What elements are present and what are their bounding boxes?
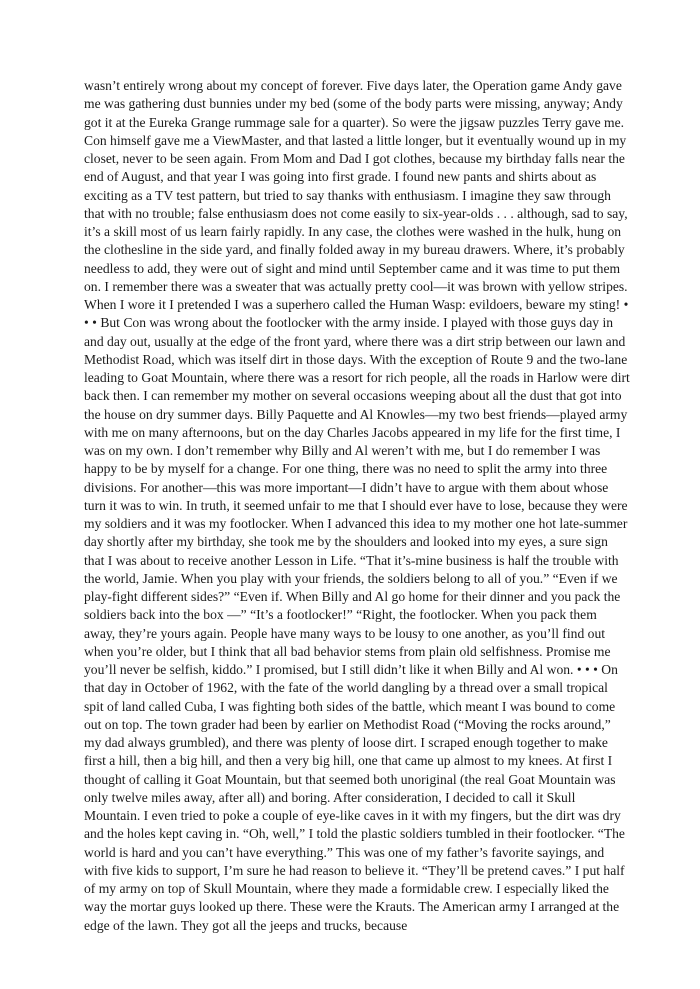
body-text-paragraph: wasn’t entirely wrong about my concept of forever. Five days later, the Operation game Andy gave me was gathering dust bunnies under my bed (some of the body parts were missing, anyway; Andy got it at the Eureka Grange rummage sale for a quarter). So were the jigsaw puzzles Terry gave me. Con himself gave me a ViewMaster, and that lasted a little longer, but it eventually wound up in my closet, never to be seen again. From Mom and Dad I got clothes, because my birthday falls near the end of August, and that year I was going into first grade. I found new pants and shirts about as exciting as a TV test pattern, but tried to say thanks with enthusiasm. I imagine they saw through that with no trouble; false enthusiasm does not come easily to six-year-olds . . . although, sad to say, it’s a skill most of us learn fairly rapidly. In any case, the clothes were washed in the hulk, hung on the clothesline in the side yard, and finally folded away in my bureau drawers. Where, it’s probably needless to add, they were out of sight and mind until September came and it was time to put them on. I remember there was a sweater that was actually pretty cool—it was brown with yellow stripes. When I wore it I pretended I was a superhero called the Human Wasp: evildoers, beware my sting! • • • But Con was wrong about the footlocker with the army inside. I played with those guys day in and day out, usually at the edge of the front yard, where there was a dirt strip between our lawn and Methodist Road, which was itself dirt in those days. With the exception of Route 9 and the two-lane leading to Goat Mountain, where there was a resort for rich people, all the roads in Harlow were dirt back then. I can remember my mother on several occasions weeping about all the dust that got into the house on dry summer days. Billy Paquette and Al Knowles—my two best friends—played army with me on many afternoons, but on the day Charles Jacobs appeared in my life for the first time, I was on my own. I don’t remember why Billy and Al weren’t with me, but I do remember I was happy to be by myself for a change. For one thing, there was no need to split the army into three divisions. For another—this was more important—I didn’t have to argue with them about whose turn it was to win. In truth, it seemed unfair to me that I should ever have to lose, because they were my soldiers and it was my footlocker. When I advanced this idea to my mother one hot late-summer day shortly after my birthday, she took me by the shoulders and looked into my eyes, a sure sign that I was about to receive another Lesson in Life. “That it’s-mine business is half the trouble with the world, Jamie. When you play with your friends, the soldiers belong to all of you.” “Even if we play-fight different sides?” “Even if. When Billy and Al go home for their dinner and you pack the soldiers back into the box —” “It’s a footlocker!” “Right, the footlocker. When you pack them away, they’re yours again. People have many ways to be lousy to one another, as you’ll find out when you’re older, but I think that all bad behavior stems from plain old selfishness. Promise me you’ll never be selfish, kiddo.” I promised, but I still didn’t like it when Billy and Al won. • • • On that day in October of 1962, with the fate of the world dangling by a thread over a small tropical spit of land called Cuba, I was fighting both sides of the battle, which meant I was bound to come out on top. The town grader had been by earlier on Methodist Road (“Moving the rocks around,” my dad always grumbled), and there was plenty of loose dirt. I scraped enough together to make first a hill, then a big hill, and then a very big hill, one that came up almost to my knees. At first I thought of calling it Goat Mountain, but that seemed both unoriginal (the real Goat Mountain was only twelve miles away, after all) and boring. After consideration, I decided to call it Skull Mountain. I even tried to poke a couple of eye-like caves in it with my fingers, but the dirt was dry and the holes kept caving in. “Oh, well,” I told the plastic soldiers tumbled in their footlocker. “The world is hard and you can’t have everything.” This was one of my father’s favorite sayings, and with five kids to support, I’m sure he had reason to believe it. “They’ll be pretend caves.” I put half of my army on top of Skull Mountain, where they made a formidable crew. I especially liked the way the mortar guys looked up there. These were the Krauts. The American army I arranged at the edge of the lawn. They got all the jeeps and trucks, because bbox=[84, 78, 630, 933]
